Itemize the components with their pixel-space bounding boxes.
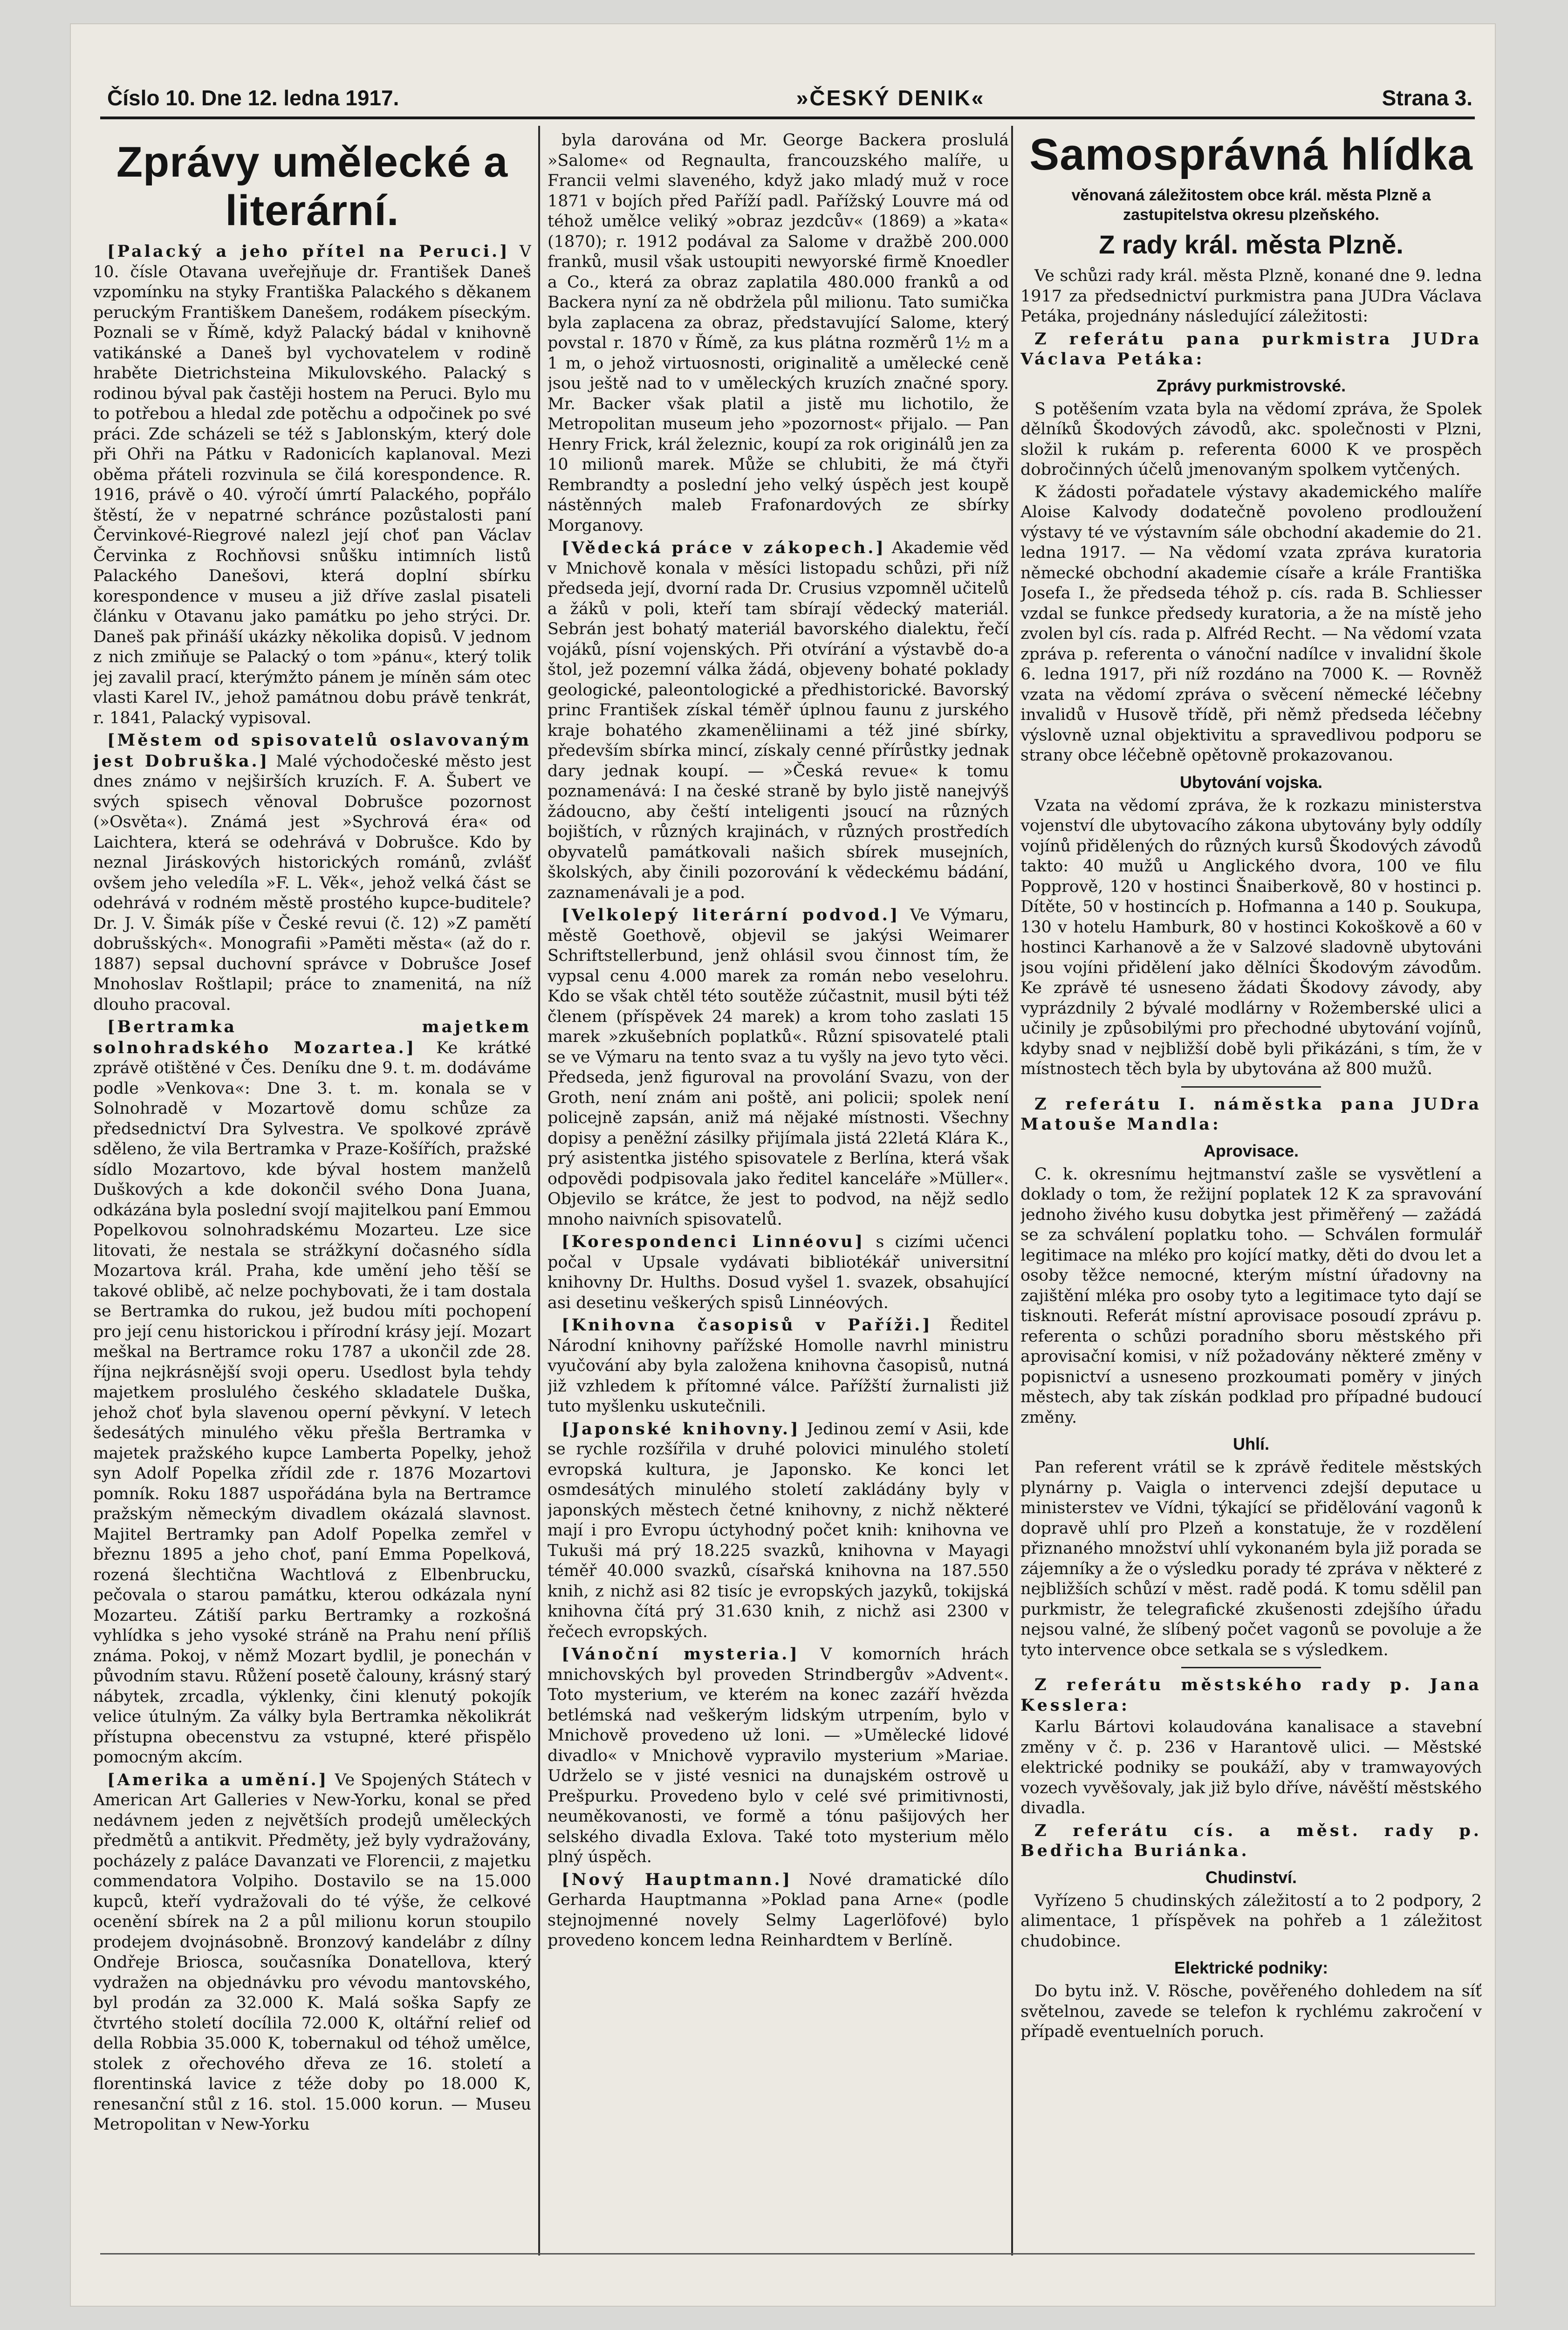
article-body: Ve Výmaru, městě Goethově, objevil se jakýsi Weimarer Schriftstellerbund, jenž ohlásil svou činnost tím, že vypsal cenu 4.000 marek za román nebo veselohru. Kdo se však chtěl této soutěže zúčastnit, musil býti též členem (příspěvek 24 marek) a krom toho zaslati 15 marek »zkušebních poplatků«. Různí spisovatelé ptali se ve Výmaru na tento svaz a tu vyšly na jevo tyto věci. Předseda, jenž figuroval na provolání Svazu, von der Groth, není znám ani poště, ani policii; spolek není policejně zapsán, aniž má nějaké místnosti. Všechny dopisy a peněžní zásilky přijímala jistá 22letá Klára K., prý asistentka jistého spisovatele z Berlína, která však odpovědi podpisovala jako ředitel kanceláře »Müller«. Objevilo se krátce, že jest to podvod, na nějž sedlo mnoho naivních spisovatelů. (548, 906, 1009, 1229)
article-paragraph (548, 1232, 1009, 1313)
intro-paragraph: Ve schůzi rady král. města Plzně, konané dne 9. ledna 1917 za předsednictví purkmistra pana JUDra Václava Petáka, projednány následující záležitosti: (1020, 267, 1482, 326)
article-paragraph (548, 1870, 1009, 1951)
article-paragraph: Karlu Bártovi kolaudována kanalisace a stavební změny v č. p. 236 v Harantově ulici. — Městské elektrické podniky se poukáží, aby v tramwayových vozech vyvěšovaly, jak již bylo dříve, návěští městského divadla. (1020, 1718, 1482, 1817)
article-paragraph: Pan referent vrátil se k zprávě ředitele městských plynárny p. Vaigla o intervenci zdejší deputace u ministerstev ve Vídni, týkající se přidělování vagonů k dopravě uhlí pro Plzeň a konstatuje, že v rozdělení přiznaného množství uhlí vykonaném byla již porada se zájemníky a že o výsledku porady té zpráva v některé z nejbližších schůzí v měst. radě podá. K tomu sdělil pan purkmistr, že telegrafické zkušenosti zdejšího úřadu nejsou valné, že slíbený počet vagonů se povoluje a že tyto intervence obce setkala se s výsledkem. (1020, 1458, 1482, 1659)
column-divider (538, 126, 540, 2255)
section-separator (1181, 1086, 1321, 1088)
article-lead: [Vánoční mysteria.] (561, 1645, 800, 1664)
article-paragraph (548, 1419, 1009, 1643)
referat-lead: Z referátu I. náměstka pana JUDra Matouše Mandla: (1020, 1094, 1482, 1134)
page-number: Strana 3. (1382, 86, 1472, 110)
issue-date: Číslo 10. Dne 12. ledna 1917. (107, 86, 399, 110)
section-separator (1181, 1667, 1321, 1668)
article-paragraph (548, 1315, 1009, 1417)
article-lead: [Korespondenci Linnéovu] (561, 1232, 865, 1251)
article-paragraph: K žádosti pořadatele výstavy akademického malíře Aloise Kalvody dodatečně povoleno prodloužení výstavy té ve výstavním sále obchodní akademie do 21. ledna 1917. — Na vědomí vzata zpráva kuratoria německé obchodní akademie císaře a krále Františka Josefa I., že předseda téhož p. cís. rada B. Schliesser vzdal se funkce předsedy kuratoria, a že na místě jeho zvolen byl cís. rada p. Alfréd Recht. — Na vědomí vzata zpráva p. referenta o vánoční nadílce v invalidní škole 6. ledna 1917, při níž rozdáno na 7000 K. — Rovněž vzata na vědomí zpráva o svěcení německé léčebny invalidů v Husově třídě, při němž předseda léčebny výslovně uznal objektivitu a spravedlivou podporu se strany obce léčebně opětovně prokazovanou. (1020, 482, 1482, 765)
referat-lead: Z referátu městského rady p. Jana Kesslera: (1020, 1675, 1482, 1715)
article-paragraph: Vzata na vědomí zpráva, že k rozkazu ministerstva vojenství dle ubytovacího zákona ubytovány byly oddíly vojínů přidělených do různých kursů Škodových závodů takto: 40 mužů u Anglického dvora, 100 ve filu Popprově, 120 v hostinci Šnaiberkově, 80 v hostinci p. Dítěte, 50 v hostincích p. Hofmanna a 140 p. Soukupa, 130 v hotelu Hamburk, 80 v hostinci Kokoškově a 60 v hostinci Karhanově a že v Salzové sladovně ubytováni jsou vojíni přidělení jako dělníci Škodovým závodům. Ke zprávě té usneseno žádati Škodovy závody, aby vyprázdnily 2 bývalé modlárny v Rožemberské ulici a učinily je způsobilými pro přechodné ubytování vojínů, kdyby snad v nejbližší době byli přikázáni, s tím, že v místnostech těch byla by ubytována až 800 mužů. (1020, 796, 1482, 1078)
subsection-heading: Chudinství. (1205, 1867, 1297, 1887)
subsection-heading: Zprávy purkmistrovské. (1156, 376, 1346, 395)
article-paragraph: S potěšením vzata byla na vědomí zpráva, že Spolek dělníků Škodových závodů, akc. společnosti v Plzni, složil k rukám p. referenta 6000 K ve prospěch dobročinných účelů jmenovaným spolkem vytčených. (1020, 399, 1482, 479)
footer-rule (100, 2253, 1475, 2255)
article-lead: [Velkolepý literární podvod.] (561, 905, 900, 925)
subsection-heading: Uhlí. (1233, 1434, 1269, 1453)
article-paragraph: C. k. okresnímu hejtmanství zašle se vysvětlení a doklady o tom, že režijní poplatek 12 K za spravování jednoho živého kusu dobytka jest přiměřený — zažádá se za schválení poplatku toho. — Schválen formulář legitimace na mléko pro kojící matky, děti do dvou let a osoby těžce nemocné, kterým místní úřadovny na zajištění mléka pro osoby tyto a legitimace tyto dají se tisknouti. Referát místní aprovisace posoudí zprávu p. referenta o schůzi poradního sboru městského při aprovisační komisi, v níž požadovány některé změny v popisnictví a usneseno prozkoumati poměry v jiných městech, aby tak získán podklad pro případné budoucí změny. (1020, 1165, 1482, 1427)
column-3 (1020, 130, 1482, 2254)
column-1 (93, 130, 531, 2254)
subsection-heading: Elektrické podniky: (1174, 1958, 1328, 1977)
subsection-heading: Aprovisace. (1203, 1141, 1299, 1160)
subsection-title: Z rady král. města Plzně. (1099, 230, 1404, 259)
article-lead: [Vědecká práce v zákopech.] (561, 538, 886, 557)
article-body: Akademie věd v Mnichově konala v měsíci listopadu schůzi, při níž předseda její, dvorní rada Dr. Crusius vzpomněl učitelů a žáků v poli, kteří tam sbírají vědecký materiál. Sebrán jest bohatý materiál bavorského dialektu, řečí vojáků, písní vojenských. Při otvírání a výstavbě do-a štol, jež pozemní válka žádá, objeveny bohaté poklady geologické, paleontologické a předhistorické. Bavorský princ František získal téměř úplnou faunu z jurského kraje bohatého zkameněliinami a též jiné sbírky, především sbírka mincí, získaly cenné přírůstky jednak dary jednak koupí. — »Česká revue« k tomu poznamenává: I na české straně by bylo jistě nanejvýš žádoucno, aby čeští inteligenti jsoucí na různých bojištích, v různých krajinách, v různých prostředích obyvatelů památkovali našich sbírek musejních, školských, aby činili pozorování k vědeckému bádání, zaznamenávali je a pod. (548, 539, 1009, 902)
article-lead: [Amerika a umění.] (107, 1770, 329, 1789)
article-lead: [Japonské knihovny.] (561, 1419, 801, 1439)
section-title: Zprávy umělecké a literární. (116, 138, 508, 234)
article-lead: [Bertramka majetkem solnohradského Mozartea.] (93, 1017, 531, 1057)
article-body: byla darována od Mr. George Backera proslulá »Salome« od Regnaulta, francouzského malíře, u Francii velmi slaveného, když jako mladý muž v roce 1871 v bojích před Paříží padl. Pařížský Louvre má od téhož umělce veliký »obraz jezdcův« (1869) a »kata« (1870); r. 1912 podával za Salome v dražbě 200.000 franků, musil však ustoupiti newyorské firmě Knoedler a Co., která za obraz zaplatila 480.000 franků a od Backera nyní za ně obdržela půl milionu. Tato sumička byla zaplacena za obraz, představující Salome, který povstal r. 1870 v Římě, za kus plátna rozměrů 1½ m a 1 m, o jehož virtuosnosti, originalitě a umělecké ceně jsou ještě nad to v uměleckých kruzích značné spory. Mr. Backer však platil a jistě mu lichotilo, že Metropolitan museum jeho »pozornost« přijalo. — Pan Henry Frick, král železnic, koupí za rok originálů jen za 10 milionů marek. Může se chlubiti, že má čtyři Rembrandty a poslední jeho velký úspěch jest koupě nástěnných maleb Frafonardových ze sbírky Morganovy. (548, 131, 1009, 535)
article-body: Jedinou zemí v Asii, kde se rychle rozšířila v druhé polovici minulého století evropská kultura, je Japonsko. Ke konci let osmdesátých minulého století zakládány byly v japonských městech četné knihovny, z nichž některé mají i pro Evropu úctyhodný počet knih: knihovna ve Tukuši má prý 18.225 svazků, knihovna v Mayagi téměř 40.000 svazků, císařská knihovna na 187.550 knih, z nichž asi 82 tisíc je evropských jazyků, tokijská knihovna čítá prý 31.630 knih, z nichž asi 2300 v řečech evropských. (548, 1419, 1009, 1641)
article-paragraph (93, 730, 531, 1015)
article-lead: [Městem od spisovatelů oslavovaným jest Dobruška.] (93, 731, 531, 771)
article-lead: [Knihovna časopisů v Paříži.] (561, 1316, 932, 1335)
subsection-heading: Ubytování vojska. (1179, 772, 1323, 792)
article-body: s cizími učenci počal v Upsale vydávati bibliotékář universitní knihovny Dr. Hulths. Dosud vyšel 1. svazek, obsahující asi desetinu veškerých spisů Linnéových. (548, 1233, 1009, 1312)
article-body: Malé východočeské město jest dnes známo v nejširších kruzích. F. A. Šubert ve svých spisech věnoval Dobrušce pozornost (»Osvěta«). Známá jest »Sychrová éra« od Laichtera, která se odehrává v Dobrušce. Kdo by neznal Jiráskových historických románů, zvlášť ovšem jeho veledíla »F. L. Věk«, jehož velká část se odehrává v rodném městě prostého kupce-buditele? Dr. J. V. Šimák píše v České revui (č. 12) »Z pamětí dobrušských«. Monografii »Paměti města« (až do r. 1887) sepsal duchovní správce v Dobrušce Josef Mnohoslav Roštlapil; práce to znamenitá, na níž dlouho pracoval. (93, 752, 531, 1014)
section-subtitle: věnovaná záležitostem obce král. města Plzně a zastupitelstva okresu plzeňského. (1071, 186, 1431, 224)
article-paragraph: Do bytu inž. V. Rösche, pověřeného dohledem na síť světelnou, zavede se telefon k rychlému zakročení v případě eventuelních poruch. (1020, 1982, 1482, 2041)
article-paragraph (93, 1770, 531, 2135)
section-title: Samosprávná hlídka (1029, 130, 1473, 179)
article-lead: [Palacký a jeho přítel na Peruci.] (107, 242, 510, 261)
column-divider (1011, 126, 1013, 2255)
article-body: Ke krátké zprávě otištěné v Čes. Deníku dne 9. t. m. dodáváme podle »Venkova«: Dne 3. t. m. konala se v Solnohradě v Mozartově domu schůze za předsednictví Dra Sylvestra. Ve spolkové zprávě sděleno, že vila Bertramka v Praze-Košířích, pražské sídlo Mozartovo, kde býval hostem manželů Duškových a kde dokončil svého Dona Juana, odkázána byla poslední svojí majitelkou paní Emmou Popelkovou solnohradskému Mozarteu. Lze sice litovati, že nestala se strážkyní dočasného sídla Mozartova král. Praha, kde umění jeho těší se takové oblibě, ač nelze pochybovati, že i tam dostala se Bertramka do rukou, jež budou míti pochopení pro její cenu historickou i přírodní krásy její. Mozart meškal na Bertramce roku 1787 a ukončil zde 28. října nejkrásnější svoji operu. Usedlost byla tehdy majetkem proslulého českého skladatele Duška, jehož choť byla slavenou operní pěvkyní. V letech šedesátých minulého věku přešla Bertramka v majetek pražského kupce Lamberta Popelky, jehož syn Adolf Popelka zřídil zde r. 1876 Mozartovi pomník. Roku 1887 uspořádána byla na Bertramce pražským německým divadlem okázalá slavnost. Majitel Bertramky pan Adolf Popelka zemřel v březnu 1895 a jeho choť, paní Emma Popelková, rozená šlechtična Wachtlová z Elbenbrucku, pečovala o starou památku, kterou odkázala nyní Mozarteu. Zátiší parku Bertramky a rozkošná vyhlídka s jeho vysoké stráně na Prahu není příliš známa. Pokoj, v němž Mozart bydlil, je ponechán v původním stavu. Růžení posetě čalouny, krásný starý nábytek, zrcadla, výklenky, čini klenutý pokojík velice útulným. Za války byla Bertramka několikrát přístupna obecenstvu za vstupné, které přispělo pomocným akcím. (93, 1038, 531, 1767)
article-body: Ředitel Národní knihovny pařížské Homolle navrhl ministru vyučování aby byla založena knihovna časopisů, nutná již vzhledem k přítomné válce. Pařížští žurnalisti již tuto myšlenku uskutečnili. (548, 1316, 1009, 1416)
article-paragraph (548, 130, 1009, 536)
header-rule (100, 116, 1475, 119)
article-body: Ve Spojených Státech v American Art Galleries v New-Yorku, konal se před nedávnem jeden z největších prodejů uměleckých předmětů a antikvit. Předměty, jež byly vydražovány, pocházely z paláce Davanzati ve Florencii, z majetku commendatora Volpiho. Dostavilo se na 15.000 kupců, kteří vydražovali do té výše, že celkové ocenění sbírek na 2 a půl milionu korun stoupilo prodejem dvojnásobně. Bronzový kandelábr z dílny Ondřeje Briosca, současníka Donatellova, který vydražen na objednávku pro vévodu mantovského, byl prodán za 32.000 K. Malá soška Sapfy ze čtvrtého století docílila 72.000 K, oltářní relief od della Robbia 35.000 K, tobernakul od téhož umělce, stolek z ořechového dřeva ze 16. století a florentinská lavice z téže doby po 18.000 K, renesanční stůl z 16. stol. 15.000 korun. — Museu Metropolitan v New-Yorku (93, 1770, 531, 2134)
article-paragraph (93, 1017, 531, 1768)
page-header (107, 84, 1472, 112)
article-body: V 10. čísle Otavana uveřejňuje dr. František Daneš vzpomínku na styky Františka Palackého s děkanem peruckým Františkem Danešem, rodákem píseckým. Poznali se v Římě, když Palacký bádal v knihovně vatikánské a Daneš byl vychovatelem v rodině hraběte Dietrichsteina Mikulovského. Palacký s rodinou býval pak častěji hostem na Peruci. Bylo mu to potřebou a hledal zde potěchu a odpočinek po své práci. Zde scházeli se též s Jablonským, který dole při Ohři na Pátku v Radonicích kaplanoval. Mezi oběma přáteli rozvinula se čilá korespondence. R. 1916, právě o 40. výročí úmrtí Palackého, popřálo štěstí, že v nepatrné schránce pozůstalosti paní Červinkové-Riegrové nalezl její choť pan Václav Červinka z Rochňovsi snůšku intimních listů Palackého Danešovi, která doplní sbírku korespondence v museu a již dříve zaslal pisateli článku v Otavanu jako památku po jeho strýci. Dr. Daneš pak přináší ukázky několika dopisů. V jednom z nich zmiňuje se Palacký o tom »pánu«, který tolik jej zavalil prací, kterýmžto pánem je míněn sám otec vlasti Karel IV., jehož památnou dobu právě tenkrát, r. 1841, Palacký vypisoval. (93, 242, 531, 727)
masthead: »ČESKÝ DENIK« (796, 86, 985, 110)
article-lead: [Nový Hauptmann.] (561, 1870, 793, 1889)
article-paragraph (93, 241, 531, 728)
referat-lead: Z referátu cís. a měst. rady p. Bedřicha Buriánka. (1020, 1821, 1482, 1860)
article-paragraph (548, 538, 1009, 903)
article-paragraph (548, 1644, 1009, 1868)
article-body: Nové dramatické dílo Gerharda Hauptmanna »Poklad pana Arne« (podle stejnojmenné novely Selmy Lagerlöfové) bylo provedeno koncem ledna Reinhardtem v Berlíně. (548, 1870, 1009, 1950)
article-paragraph: Vyřízeno 5 chudinských záležitostí a to 2 podpory, 2 alimentace, 1 příspěvek na pohřeb a 1 záležitost chudobince. (1020, 1891, 1482, 1951)
article-body: V komorních hrách mnichovských byl proveden Strindbergův »Advent«. Toto mysterium, ve kterém na konec zazáří hvězda betlémská nad veškerým lidským utrpením, bylo v Mnichově provedeno už loni. — »Umělecké lidové divadlo« v Mnichově vypravilo mysterium »Mariae. Udrželo se v jisté vesnici na dunajském ostrově u Prešpurku. Provedeno bylo v celé své primitivnosti, neuměkovanosti, ve formě a tónu pašijových her selského divadla Exlova. Také toto mysterium mělo plný úspěch. (548, 1645, 1009, 1866)
article-paragraph (548, 905, 1009, 1230)
referat-lead: Z referátu pana purkmistra JUDra Václava Petáka: (1020, 329, 1482, 369)
column-2 (548, 130, 1009, 2254)
